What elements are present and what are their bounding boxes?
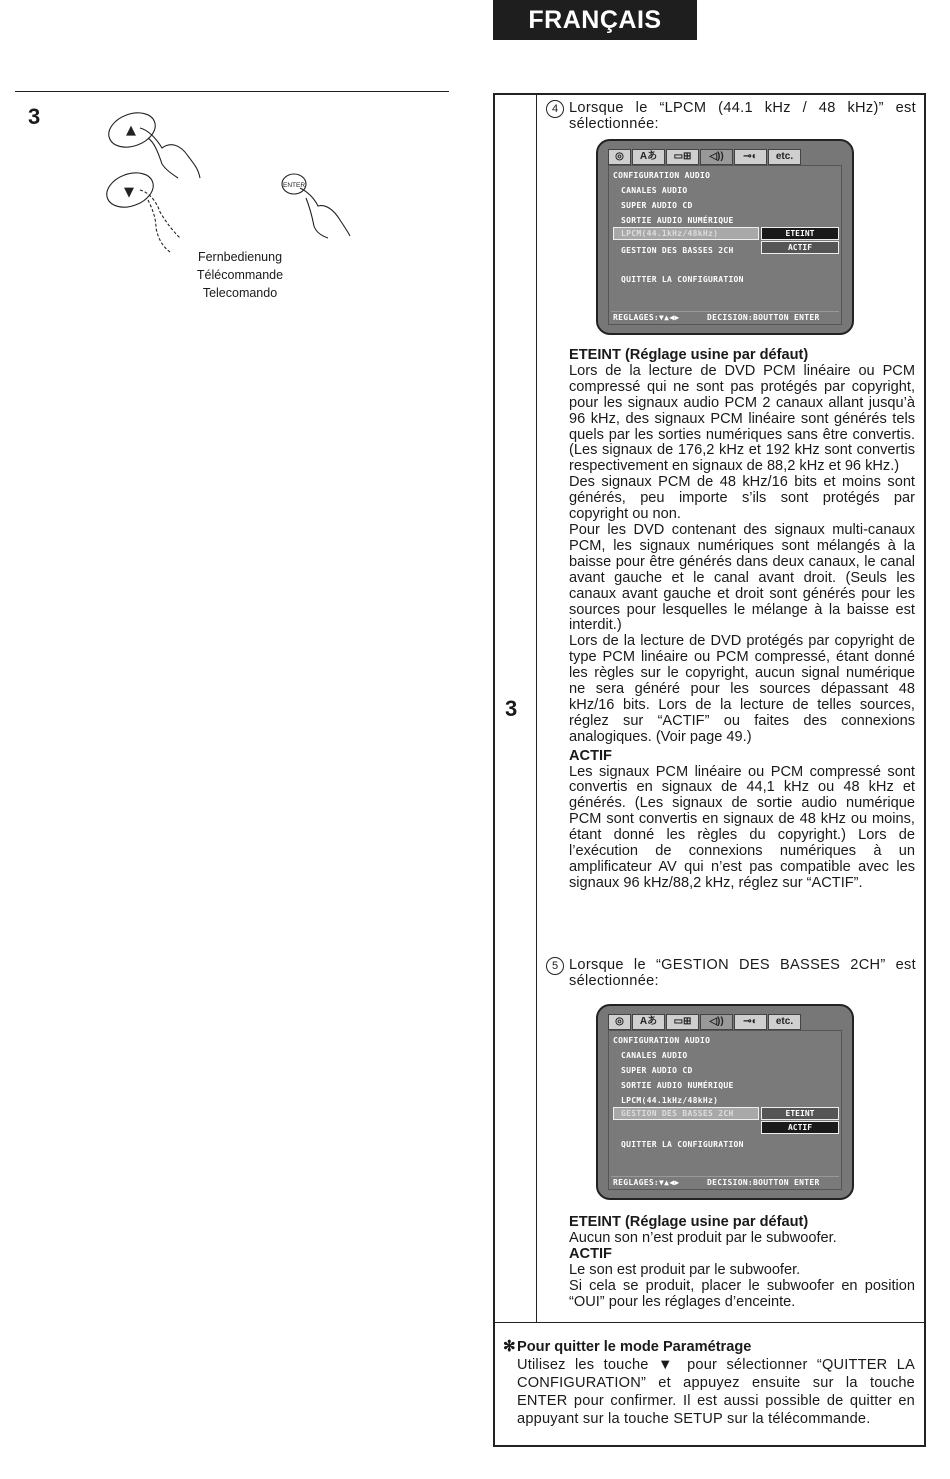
item-text: Lorsque le “GESTION DES BASSES 2CH” est sélectionnée: [569, 957, 916, 989]
remote-hands-illustration [100, 108, 360, 258]
menu-body [608, 1030, 842, 1190]
circled-number: 4 [546, 100, 564, 118]
step-number: 3 [28, 104, 41, 129]
menu-tabs [608, 1014, 802, 1030]
setup-menu-screen-lpcm [596, 139, 854, 335]
asterisk-icon: ✻ [503, 1338, 516, 1355]
menu-footer [611, 1176, 839, 1187]
option-eteint: ETEINT [761, 227, 839, 240]
menu-item: LPCM(44.1kHz/48kHz) [621, 1096, 719, 1105]
table-row-divider [495, 1322, 924, 1323]
paragraph: Aucun son n’est produit par le subwoofer. [569, 1229, 837, 1246]
enter-button-label: ENTER [282, 182, 306, 189]
key-icon: ⊸◐ [734, 1014, 767, 1030]
menu-item: SUPER AUDIO CD [621, 1066, 693, 1075]
menu-item-highlighted: GESTION DES BASSES 2CH [613, 1107, 759, 1120]
menu-item: CANALES AUDIO [621, 186, 688, 195]
menu-footer [611, 311, 839, 322]
language-icon: Aあ [632, 149, 665, 165]
menu-item: CANALES AUDIO [621, 1051, 688, 1060]
down-arrow-icon: ▼ [124, 185, 134, 200]
menu-item: SORTIE AUDIO NUMÉRIQUE [621, 216, 734, 225]
footer-right: DECISION:BOUTTON ENTER [707, 1178, 820, 1187]
step-number-main: 3 [505, 696, 518, 721]
disc-icon: ◎ [608, 1014, 631, 1030]
lpcm-explanation [569, 348, 915, 892]
bass-explanation [569, 1215, 915, 1310]
menu-item: SORTIE AUDIO NUMÉRIQUE [621, 1081, 734, 1090]
disc-icon: ◎ [608, 149, 631, 165]
eteint-heading: ETEINT (Réglage usine par défaut) [569, 347, 809, 363]
menu-body [608, 165, 842, 325]
etc-icon: etc. [768, 149, 801, 165]
menu-tabs [608, 149, 802, 165]
paragraph: Si cela se produit, placer le subwoofer en position “OUI” pour les réglages d’enceinte. [569, 1277, 915, 1310]
table-column-divider [536, 95, 537, 1322]
menu-item-highlighted: LPCM(44.1kHz/48kHz) [613, 227, 759, 240]
instruction-item-5 [546, 957, 916, 989]
display-icon: ▭⊞ [666, 1014, 699, 1030]
paragraph: Lors de la lecture de DVD protégés par copyright de type PCM linéaire ou PCM compressé, étant donné les règles sur le copyright, aucun signal numérique ne sera généré pour les sources dépassant 48 kHz/16 bits. Lors de la lecture de telles sources, réglez sur “ACTIF” ou faites des connexions analogiques. (Voir page 49.) [569, 633, 915, 745]
paragraph: Pour les DVD contenant des signaux multi-canaux PCM, les signaux numériques sont mélangés à la baisse pour être générés dans deux canaux, le canal avant gauche et le canal avant droit. (Seuls les canaux avant gauche et droit sont générés pour les sources pour lesquelles le mélange à la baisse est interdit.) [569, 521, 915, 634]
quit-setup-note [503, 1338, 915, 1428]
menu-item: SUPER AUDIO CD [621, 201, 693, 210]
paragraph: Le son est produit par le subwoofer. [569, 1261, 801, 1278]
language-icon: Aあ [632, 1014, 665, 1030]
eteint-heading: ETEINT (Réglage usine par défaut) [569, 1214, 809, 1230]
key-icon: ⊸◐ [734, 149, 767, 165]
speaker-icon: ◁)) [700, 149, 733, 165]
note-body: Utilisez les touche ▼ pour sélectionner “QUITTER LA CONFIGURATION” et appuyez ensuite sur la touche ENTER pour confirmer. Il est aussi possible de quitter en appuyant sur la touche SETUP sur la télécommande. [517, 1357, 915, 1427]
language-header: FRANÇAIS [493, 0, 697, 40]
caption-line: Fernbedienung [197, 250, 283, 264]
option-eteint: ETEINT [761, 1107, 839, 1120]
menu-item: GESTION DES BASSES 2CH [621, 246, 734, 255]
note-title: Pour quitter le mode Paramétrage [517, 1339, 752, 1355]
paragraph: Des signaux PCM de 48 kHz/16 bits et moins sont générés, peu importe s’ils sont protégés par copyright ou non. [569, 474, 915, 523]
menu-quit: QUITTER LA CONFIGURATION [621, 275, 744, 284]
caption-line: Télécommande [196, 268, 284, 282]
option-actif: ACTIF [761, 1121, 839, 1134]
paragraph: Les signaux PCM linéaire ou PCM compressé sont convertis en signaux de 44,1 kHz ou 48 kHz et générés. (Les signaux de sortie audio numérique PCM sont convertis en signaux de 48 kHz ou moins, étant donné les règles du copyright.) Lors de l’exécution de connexions numériques à un amplificateur AV qui n’est pas compatible avec les signaux 96 kHz/88,2 kHz, réglez sur “ACTIF”. [569, 763, 915, 891]
actif-heading: ACTIF [569, 747, 612, 764]
menu-title: CONFIGURATION AUDIO [613, 1036, 711, 1045]
menu-quit: QUITTER LA CONFIGURATION [621, 1140, 744, 1149]
footer-left: REGLAGES:▼▲◀▶ [613, 1178, 680, 1187]
paragraph: Lors de la lecture de DVD PCM linéaire ou PCM compressé qui ne sont pas protégés par copyright, pour les signaux audio PCM 2 canaux allant jusqu’à 96 kHz, des signaux PCM linéaire sont générés tels quels par les sorties numériques sans être convertis. (Les signaux de 176,2 kHz et 192 kHz sont convertis respectivement en signaux de 88,2 kHz et 96 kHz.) [569, 362, 915, 475]
etc-icon: etc. [768, 1014, 801, 1030]
section-divider [15, 91, 449, 92]
footer-left: REGLAGES:▼▲◀▶ [613, 313, 680, 322]
speaker-icon: ◁)) [700, 1014, 733, 1030]
setup-menu-screen-bass [596, 1004, 854, 1200]
remote-caption [180, 248, 300, 302]
caption-line: Telecomando [202, 286, 278, 300]
instruction-item-4 [546, 100, 916, 132]
display-icon: ▭⊞ [666, 149, 699, 165]
footer-right: DECISION:BOUTTON ENTER [707, 313, 820, 322]
item-text: Lorsque le “LPCM (44.1 kHz / 48 kHz)” est sélectionnée: [569, 100, 916, 132]
actif-heading: ACTIF [569, 1245, 612, 1262]
option-actif: ACTIF [761, 241, 839, 254]
up-arrow-icon: ▲ [126, 123, 136, 138]
circled-number: 5 [546, 957, 564, 975]
menu-title: CONFIGURATION AUDIO [613, 171, 711, 180]
